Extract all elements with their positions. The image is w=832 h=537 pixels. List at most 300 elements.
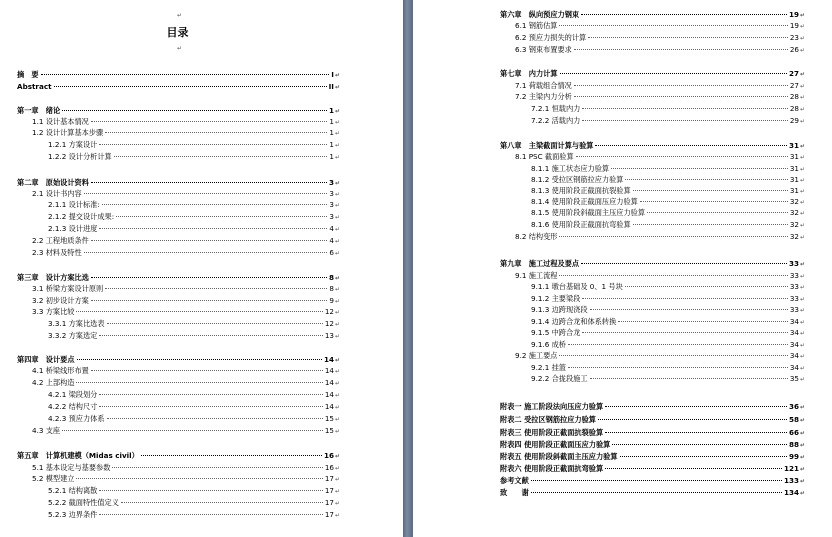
toc-leader-dots (91, 370, 323, 371)
toc-entry-label: 2.1.3 设计进度 (48, 224, 98, 233)
toc-entry-label: 第八章 主梁截面计算与验算 (500, 141, 594, 150)
paragraph-mark: ↵ (799, 284, 805, 291)
paragraph-mark: ↵ (334, 84, 340, 91)
toc-entry-label: 摘 要 (17, 70, 39, 79)
toc-entry-label: 8.1.1 施工状态应力验算 (531, 164, 610, 173)
toc-entry-label: 4.2.1 梁段划分 (48, 390, 98, 399)
toc-entry[interactable] (500, 415, 805, 425)
toc-leader-dots (99, 490, 322, 491)
toc-leader-dots (590, 309, 788, 310)
paragraph-mark: ↵ (334, 500, 340, 507)
toc-entry-page: I (331, 70, 334, 79)
toc-entry[interactable] (17, 178, 340, 188)
toc-entry-page: 6 (329, 248, 334, 257)
toc-entry-label: 附表三 使用阶段正截面抗裂验算 (500, 428, 604, 437)
toc-entry[interactable] (500, 452, 805, 462)
toc-leader-dots (559, 275, 787, 276)
toc-entry-label: 2.2 工程地质条件 (32, 236, 89, 245)
paragraph-mark: ↵ (799, 166, 805, 173)
toc-entry[interactable] (515, 45, 805, 55)
toc-leader-dots (91, 182, 327, 183)
toc-entry-page: 14 (324, 378, 334, 387)
toc-entry[interactable] (500, 10, 805, 20)
toc-entry-label: 3.2 初步设计方案 (32, 296, 89, 305)
toc-entry-label: 9.1.6 成桥 (531, 340, 566, 349)
toc-entry[interactable] (17, 70, 340, 80)
toc-entry[interactable] (500, 476, 805, 486)
toc-entry-page: 1 (329, 152, 334, 161)
toc-entry[interactable] (531, 220, 805, 230)
toc-entry-label: 2.3 材料及特性 (32, 248, 82, 257)
toc-entry-label: 8.1.3 使用阶段正截面抗裂验算 (531, 186, 631, 195)
toc-entry-page: 88 (788, 440, 799, 449)
toc-entry-label: 9.1.1 墩台基础及 0、1 号块 (531, 282, 623, 291)
toc-entry[interactable] (531, 374, 805, 384)
toc-entry[interactable] (531, 340, 805, 350)
paragraph-mark: ↵ (334, 392, 340, 399)
toc-entry-page: 8 (328, 273, 334, 282)
toc-entry-page: 19 (789, 21, 799, 30)
paragraph-mark: ↵ (799, 273, 805, 280)
toc-entry[interactable] (531, 282, 805, 292)
toc-entry[interactable] (32, 117, 340, 127)
paragraph-mark: ↵ (799, 222, 805, 229)
toc-entry-label: 6.1 钢筋估算 (515, 21, 558, 30)
toc-entry[interactable] (500, 464, 805, 474)
toc-entry-label: 参考文献 (500, 476, 529, 485)
paragraph-mark: ↵ (799, 47, 805, 54)
toc-entry-page: 33 (789, 282, 799, 291)
toc-entry-page: 31 (788, 141, 799, 150)
toc-entry-label: 9.1.2 主要梁段 (531, 294, 581, 303)
toc-entry[interactable] (500, 259, 805, 269)
toc-entry-page: 26 (789, 45, 799, 54)
paragraph-mark: ↵ (799, 35, 805, 42)
paragraph-mark: ↵ (334, 321, 340, 328)
toc-leader-dots (99, 228, 327, 229)
toc-leader-dots (99, 394, 322, 395)
toc-entry[interactable] (531, 197, 805, 207)
paragraph-mark: ↵ (334, 250, 340, 257)
toc-entry[interactable] (48, 224, 340, 234)
toc-entry[interactable] (32, 426, 340, 436)
toc-entry[interactable] (515, 21, 805, 31)
paragraph-mark: ↵ (334, 108, 340, 115)
toc-entry[interactable] (48, 200, 340, 210)
toc-entry[interactable] (531, 116, 805, 126)
toc-entry[interactable] (32, 307, 340, 317)
toc-entry[interactable] (17, 106, 340, 116)
toc-entry-label: 1.2.2 设计分析计算 (48, 152, 112, 161)
paragraph-mark: ↵ (799, 234, 805, 241)
toc-entry[interactable] (500, 440, 805, 450)
toc-leader-dots (574, 49, 788, 50)
paragraph-mark: ↵ (799, 154, 805, 161)
toc-entry-label: 附表二 受拉区钢筋拉应力验算 (500, 415, 596, 424)
toc-entry-label: 1.2 设计计算基本步骤 (32, 128, 104, 137)
paragraph-mark: ↵ (799, 365, 805, 372)
toc-entry-page: 32 (789, 220, 799, 229)
toc-entry-page: 29 (789, 116, 799, 125)
toc-entry-page: 4 (329, 236, 334, 245)
toc-entry-page: 134 (783, 488, 799, 497)
toc-leader-dots (633, 190, 788, 191)
paragraph-mark: ↵ (334, 404, 340, 411)
paragraph-mark: ↵ (799, 376, 805, 383)
toc-entry-page: 17 (324, 474, 334, 483)
toc-entry[interactable] (48, 331, 340, 341)
paragraph-mark: ↵ (334, 298, 340, 305)
toc-leader-dots (581, 263, 787, 264)
toc-entry[interactable] (32, 378, 340, 388)
toc-entry-label: 5.2.2 截面特性值定义 (48, 498, 119, 507)
toc-entry-label: 7.2.1 恒载内力 (531, 104, 581, 113)
toc-entry-page: 34 (789, 351, 799, 360)
toc-entry-page: 17 (324, 510, 334, 519)
toc-leader-dots (595, 145, 787, 146)
toc-leader-dots (99, 144, 327, 145)
paragraph-mark: ↵ (334, 488, 340, 495)
toc-entry[interactable] (32, 189, 340, 199)
toc-entry-page: 33 (788, 259, 799, 268)
paragraph-mark: ↵ (334, 476, 340, 483)
toc-entry[interactable] (48, 152, 340, 162)
paragraph-mark: ↵ (799, 417, 805, 424)
paragraph-mark: ↵ (799, 106, 805, 113)
toc-leader-dots (568, 367, 788, 368)
paragraph-mark: ↵ (334, 465, 340, 472)
toc-entry[interactable] (48, 212, 340, 222)
toc-entry-page: 34 (789, 340, 799, 349)
paragraph-mark: ↵ (799, 454, 805, 461)
toc-entry[interactable] (48, 414, 340, 424)
paragraph-mark: ↵ (334, 368, 340, 375)
toc-entry[interactable] (17, 355, 340, 365)
toc-entry-label: 8.1.5 使用阶段斜截面主压应力验算 (531, 208, 646, 217)
toc-entry-page: 31 (789, 186, 799, 195)
toc-entry-page: 16 (323, 451, 334, 460)
paragraph-mark: ↵ (334, 286, 340, 293)
toc-entry[interactable] (515, 351, 805, 361)
toc-entry[interactable] (500, 428, 805, 438)
toc-leader-dots (114, 156, 328, 157)
toc-entry-label: 第二章 原始设计资料 (17, 178, 89, 187)
toc-entry-label: 5.2 模型建立 (32, 474, 75, 483)
paragraph-mark: ↵ (799, 319, 805, 326)
paragraph-mark: ↵ (799, 490, 805, 497)
toc-entry-page: 28 (789, 104, 799, 113)
toc-leader-dots (99, 335, 322, 336)
toc-entry[interactable] (17, 82, 340, 92)
paragraph-mark: ↵ (334, 309, 340, 316)
toc-leader-dots (107, 418, 323, 419)
paragraph-mark: ↵ (799, 118, 805, 125)
paragraph-mark: ↵ (334, 512, 340, 519)
toc-leader-dots (76, 382, 322, 383)
toc-entry[interactable] (500, 402, 805, 412)
toc-leader-dots (84, 193, 328, 194)
toc-entry-label: 第三章 设计方案比选 (17, 273, 89, 282)
paragraph-mark: ↵ (334, 238, 340, 245)
toc-entry[interactable] (515, 33, 805, 43)
paragraph-mark: ↵ (799, 83, 805, 90)
toc-entry[interactable] (17, 273, 340, 283)
toc-entry-label: 7.2.2 活载内力 (531, 116, 581, 125)
paragraph-mark: ↵ (799, 353, 805, 360)
toc-entry-label: 附表五 使用阶段斜截面主压应力验算 (500, 452, 618, 461)
toc-entry[interactable] (32, 128, 340, 138)
paragraph-mark: ↵ (799, 478, 805, 485)
toc-page-right (413, 0, 832, 537)
page-gutter (403, 0, 413, 537)
toc-entry[interactable] (531, 164, 805, 174)
toc-entry-label: 9.1 施工流程 (515, 271, 558, 280)
toc-entry-page: 16 (324, 463, 334, 472)
paragraph-mark: ↵ (334, 180, 340, 187)
toc-entry-label: 3.3.1 方案比选表 (48, 319, 105, 328)
toc-entry-label: 附表六 使用阶段正截面抗弯验算 (500, 464, 604, 473)
toc-entry-page: 33 (789, 294, 799, 303)
paragraph-mark: ↵ (799, 199, 805, 206)
toc-entry[interactable] (48, 319, 340, 329)
toc-entry[interactable] (48, 498, 340, 508)
toc-leader-dots (62, 110, 327, 111)
toc-leader-dots (560, 73, 787, 74)
toc-leader-dots (590, 378, 788, 379)
toc-entry[interactable] (531, 317, 805, 327)
toc-entry[interactable] (48, 486, 340, 496)
toc-entry[interactable] (500, 141, 805, 151)
toc-entry-page: 14 (323, 355, 334, 364)
toc-leader-dots (582, 332, 787, 333)
toc-entry-page: 34 (789, 317, 799, 326)
toc-entry-page: 34 (789, 363, 799, 372)
paragraph-mark: ↵ (799, 342, 805, 349)
toc-entry-page: II (328, 82, 334, 91)
paragraph-mark: ↵ (334, 130, 340, 137)
toc-entry[interactable] (515, 232, 805, 242)
toc-leader-dots (77, 359, 322, 360)
toc-entry[interactable] (48, 402, 340, 412)
toc-entry-page: 66 (788, 428, 799, 437)
toc-leader-dots (625, 286, 788, 287)
paragraph-mark: ↵ (799, 296, 805, 303)
toc-entry-page: 4 (329, 224, 334, 233)
toc-entry-page: 1 (329, 117, 334, 126)
toc-entry-page: 99 (788, 452, 799, 461)
toc-entry-label: 7.2 主梁内力分析 (515, 92, 572, 101)
toc-leader-dots (76, 311, 322, 312)
toc-entry-label: 2.1 设计书内容 (32, 189, 82, 198)
toc-entry-label: 4.2 上部构造 (32, 378, 75, 387)
toc-entry-page: 14 (324, 390, 334, 399)
toc-leader-dots (116, 216, 327, 217)
paragraph-mark: ↵ (799, 177, 805, 184)
toc-entry-label: 4.1 桥梁线形布置 (32, 366, 89, 375)
toc-leader-dots (598, 419, 787, 420)
toc-leader-dots (84, 252, 328, 253)
toc-entry-page: 17 (324, 486, 334, 495)
toc-entry[interactable] (17, 451, 340, 461)
toc-entry[interactable] (32, 296, 340, 306)
paragraph-mark: ↵ (799, 94, 805, 101)
paragraph-mark: ↵ (799, 404, 805, 411)
toc-entry[interactable] (48, 510, 340, 520)
toc-entry[interactable] (531, 208, 805, 218)
paragraph-mark: ↵ (799, 307, 805, 314)
toc-leader-dots (640, 201, 788, 202)
toc-entry[interactable] (32, 236, 340, 246)
toc-entry-page: 121 (783, 464, 799, 473)
paragraph-mark: ↵ (799, 430, 805, 437)
toc-leader-dots (62, 430, 323, 431)
toc-entry[interactable] (515, 271, 805, 281)
toc-entry-page: 14 (324, 402, 334, 411)
toc-entry-page: 34 (789, 328, 799, 337)
toc-leader-dots (531, 492, 782, 493)
toc-entry-page: 32 (789, 232, 799, 241)
toc-leader-dots (91, 300, 328, 301)
toc-leader-dots (620, 456, 787, 457)
toc-entry[interactable] (32, 463, 340, 473)
paragraph-mark: ↵ (334, 72, 340, 79)
toc-entry-page: 36 (788, 402, 799, 411)
toc-entry-label: 第五章 计算机建模（Midas civil） (17, 451, 139, 460)
toc-entry-label: 5.1 基本设定与基要参数 (32, 463, 111, 472)
toc-leader-dots (141, 455, 322, 456)
toc-entry-label: 3.3.2 方案选定 (48, 331, 98, 340)
toc-leader-dots (611, 168, 788, 169)
toc-entry[interactable] (500, 488, 805, 498)
toc-entry-page: 1 (329, 128, 334, 137)
toc-entry[interactable] (531, 175, 805, 185)
toc-leader-dots (605, 406, 787, 407)
toc-leader-dots (582, 120, 787, 121)
toc-entry-label: 6.2 预应力损失的计算 (515, 33, 587, 42)
toc-entry[interactable] (32, 284, 340, 294)
paragraph-mark: ↵ (799, 12, 805, 19)
toc-entry-label: 8.1 PSC 截面验算 (515, 152, 574, 161)
toc-entry[interactable] (531, 363, 805, 373)
toc-entry-label: 8.1.2 受拉区钢筋拉应力验算 (531, 175, 624, 184)
toc-entry[interactable] (500, 69, 805, 79)
toc-entry[interactable] (32, 366, 340, 376)
toc-entry-label: 第七章 内力计算 (500, 69, 558, 78)
toc-leader-dots (574, 85, 788, 86)
toc-leader-dots (618, 321, 788, 322)
toc-leader-dots (559, 236, 787, 237)
paragraph-mark: ↵ (799, 143, 805, 150)
toc-entry-label: 3.1 桥梁方案设计原则 (32, 284, 104, 293)
toc-leader-dots (581, 14, 787, 15)
toc-entry[interactable] (515, 92, 805, 102)
paragraph-mark: ↵ (177, 45, 183, 52)
toc-entry[interactable] (531, 186, 805, 196)
toc-entry-label: 8.1.6 使用阶段正截面抗弯验算 (531, 220, 631, 229)
toc-entry-page: 3 (329, 189, 334, 198)
toc-leader-dots (105, 288, 327, 289)
toc-entry-page: 32 (789, 197, 799, 206)
toc-leader-dots (91, 121, 328, 122)
toc-entry[interactable] (531, 104, 805, 114)
toc-entry[interactable] (32, 474, 340, 484)
toc-leader-dots (588, 37, 788, 38)
toc-entry-page: 15 (324, 414, 334, 423)
toc-leader-dots (625, 179, 787, 180)
toc-entry-page: 14 (324, 366, 334, 375)
toc-entry-page: 27 (788, 69, 799, 78)
toc-entry-page: 12 (324, 307, 334, 316)
toc-entry-page: 23 (789, 33, 799, 42)
toc-leader-dots (582, 108, 787, 109)
toc-entry[interactable] (48, 140, 340, 150)
toc-entry-label: 2.1.2 提交设计成果: (48, 212, 115, 221)
toc-entry-label: 9.1.3 边跨现浇段 (531, 305, 588, 314)
toc-entry-page: 8 (329, 284, 334, 293)
toc-entry-label: 第一章 绪论 (17, 106, 61, 115)
toc-entry-page: 3 (328, 178, 334, 187)
toc-leader-dots (612, 444, 787, 445)
toc-entry[interactable] (32, 248, 340, 258)
paragraph-mark: ↵ (334, 214, 340, 221)
toc-entry-page: 27 (789, 81, 799, 90)
paragraph-mark: ↵ (334, 416, 340, 423)
toc-entry-label: 5.2.1 结构离散 (48, 486, 98, 495)
toc-leader-dots (102, 204, 328, 205)
paragraph-mark: ↵ (334, 226, 340, 233)
toc-entry-label: 4.2.2 结构尺寸 (48, 402, 98, 411)
toc-entry-label: 7.1 荷载组合情况 (515, 81, 572, 90)
toc-entry-page: 32 (789, 208, 799, 217)
toc-leader-dots (559, 25, 787, 26)
paragraph-mark: ↵ (799, 188, 805, 195)
toc-leader-dots (559, 355, 787, 356)
toc-entry-page: 58 (788, 415, 799, 424)
toc-entry[interactable] (531, 305, 805, 315)
toc-entry-label: 9.2 施工要点 (515, 351, 558, 360)
toc-entry[interactable] (515, 81, 805, 91)
toc-title: 目录 (166, 26, 189, 39)
toc-entry-label: 致 谢 (500, 488, 529, 497)
paragraph-mark: ↵ (334, 333, 340, 340)
paragraph-mark: ↵ (334, 275, 340, 282)
toc-leader-dots (99, 406, 322, 407)
toc-entry-label: 1.1 设计基本情况 (32, 117, 89, 126)
toc-leader-dots (54, 86, 327, 87)
toc-entry-label: 第九章 施工过程及要点 (500, 259, 580, 268)
toc-entry-page: 15 (324, 426, 334, 435)
toc-leader-dots (91, 240, 328, 241)
toc-entry-page: 17 (324, 498, 334, 507)
paragraph-mark: ↵ (799, 261, 805, 268)
paragraph-mark: ↵ (334, 142, 340, 149)
paragraph-mark: ↵ (799, 23, 805, 30)
paragraph-mark: ↵ (334, 428, 340, 435)
paragraph-mark: ↵ (177, 12, 183, 19)
toc-entry[interactable] (48, 390, 340, 400)
toc-entry-label: 第六章 纵向预应力钢束 (500, 10, 580, 19)
toc-leader-dots (576, 156, 788, 157)
paragraph-mark: ↵ (334, 380, 340, 387)
toc-entry-label: 8.1.4 使用阶段正截面压应力验算 (531, 197, 638, 206)
toc-entry[interactable] (515, 152, 805, 162)
toc-entry-label: 4.3 支座 (32, 426, 61, 435)
toc-entry-label: Abstract (17, 82, 52, 91)
paragraph-mark: ↵ (334, 453, 340, 460)
toc-entry[interactable] (531, 294, 805, 304)
toc-entry[interactable] (531, 328, 805, 338)
toc-leader-dots (568, 344, 788, 345)
